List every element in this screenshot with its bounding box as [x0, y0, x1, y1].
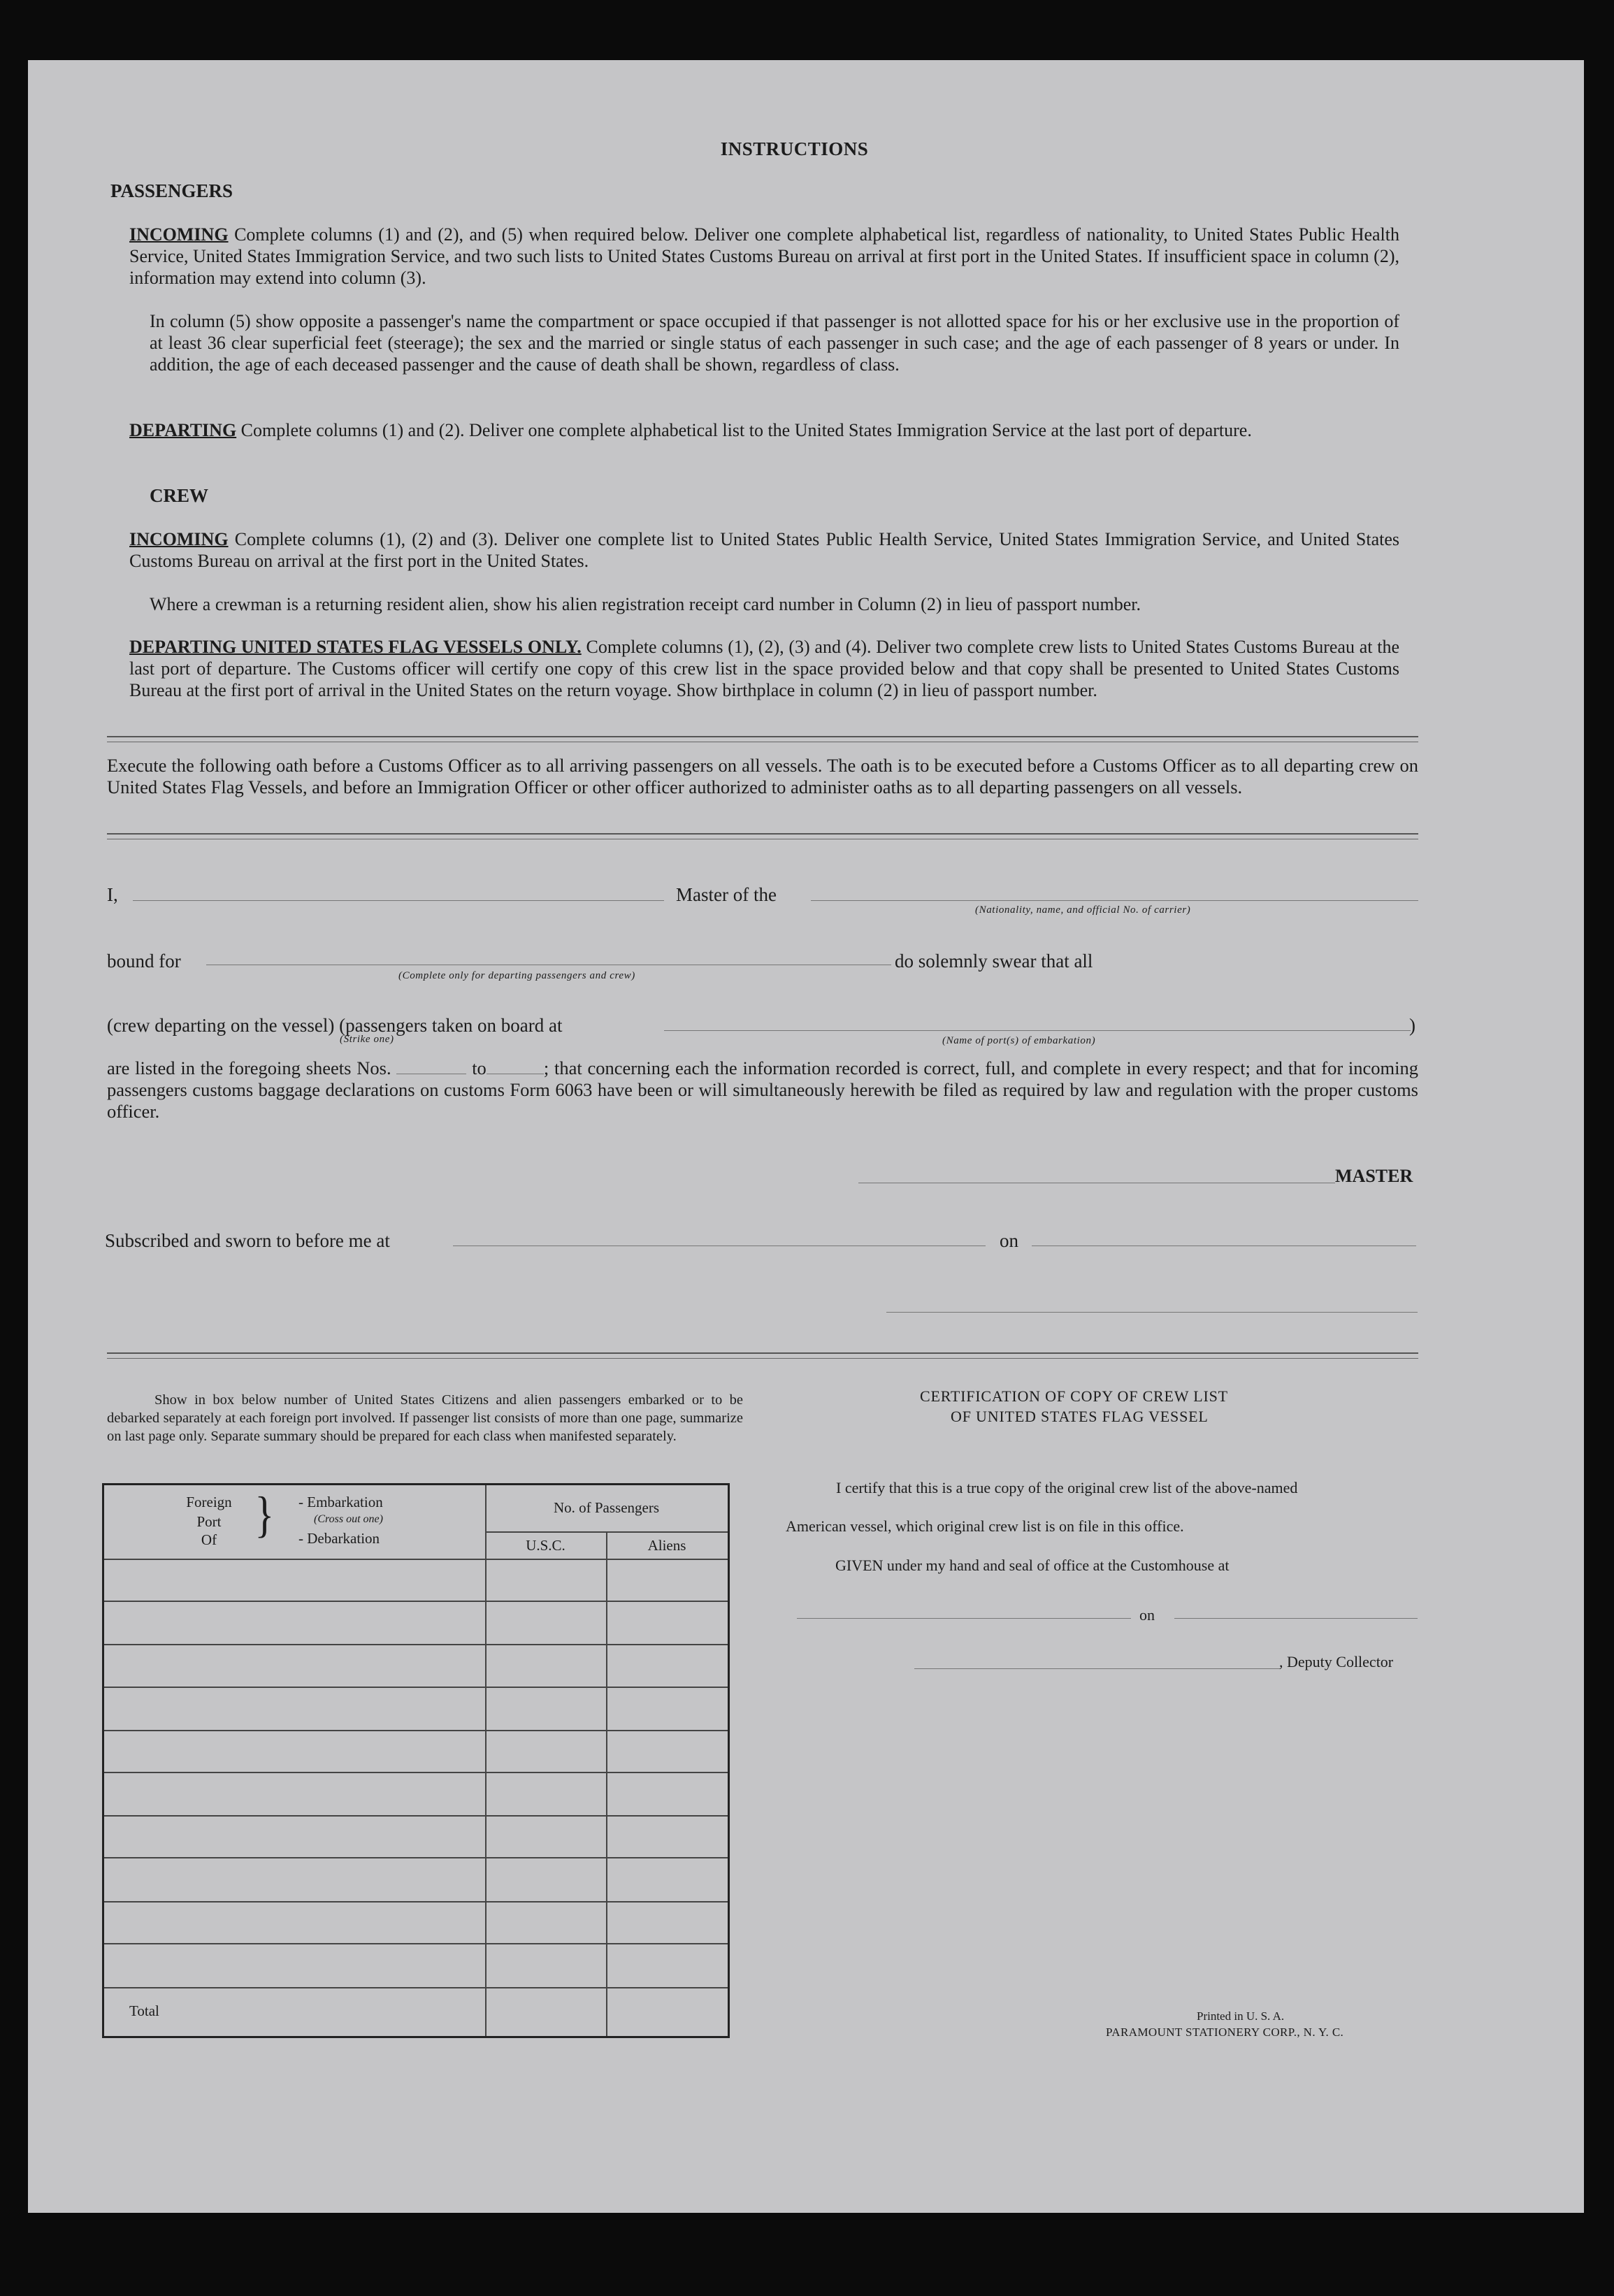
of-label: Of	[201, 1531, 217, 1548]
page-title: INSTRUCTIONS	[720, 138, 869, 159]
crew-incoming-paragraph	[129, 528, 1399, 572]
subscribed-label: Subscribed and sworn to before me at	[105, 1230, 390, 1251]
no-passengers-header: No. of Passengers	[553, 1499, 660, 1516]
table-row	[104, 1559, 728, 1560]
sheets-intro: are listed in the foregoing sheets Nos.	[107, 1057, 391, 1078]
certification-line1: I certify that this is a true copy of the original crew list of the above-named	[836, 1479, 1298, 1496]
customhouse-field[interactable]	[797, 1618, 1131, 1619]
crew-departing-paragraph	[129, 636, 1399, 701]
master-name-field[interactable]	[133, 900, 664, 901]
crew-departing-text: Complete columns (1), (2), (3) and (4). Deliver two complete crew lists to United States Customs Bureau at the last port of departure. The Customs officer will certify one copy of this crew list in the space provided below and that copy shall be presented to United States Customs Bureau at the first port of arrival in the United States on the return voyage. Show birthplace in column (2) in lieu of passport number.	[129, 637, 1400, 700]
table-row	[104, 1687, 728, 1688]
crew-resident-text: Where a crewman is a returning resident alien, show his alien registration receipt card number in Column (2) in lieu of passport number.	[150, 594, 1141, 614]
crew-incoming-label: INCOMING	[129, 529, 229, 549]
bound-for-caption: (Complete only for departing passengers and crew)	[398, 970, 635, 981]
section-divider	[107, 833, 1418, 835]
table-divider	[485, 1485, 487, 2036]
total-label: Total	[129, 2002, 159, 2019]
subscribed-on-label: on	[1000, 1230, 1018, 1251]
table-row	[104, 1644, 728, 1645]
close-paren: )	[1409, 1015, 1415, 1036]
sheets-paragraph	[107, 1057, 1418, 1122]
bound-for-label: bound for	[107, 951, 181, 972]
oath-intro	[107, 755, 1418, 798]
table-row	[104, 1601, 728, 1602]
section-divider	[107, 1358, 1418, 1359]
certification-title-line2: OF UNITED STATES FLAG VESSEL	[951, 1408, 1209, 1425]
certification-date-field[interactable]	[1174, 1618, 1418, 1619]
table-divider	[485, 1531, 728, 1533]
printer-line2: PARAMOUNT STATIONERY CORP., N. Y. C.	[1106, 2026, 1344, 2039]
passengers-column5-paragraph	[150, 310, 1399, 375]
section-divider	[107, 1352, 1418, 1354]
table-divider	[606, 1531, 607, 2036]
passengers-heading: PASSENGERS	[110, 180, 233, 201]
section-divider	[107, 736, 1418, 737]
port-label: Port	[196, 1513, 222, 1530]
foreign-label: Foreign	[186, 1494, 232, 1510]
table-row	[104, 1857, 728, 1858]
brace-icon: }	[254, 1487, 275, 1543]
sheets-text: ; that concerning each the information recorded is correct, full, and complete in every respect; and that for incoming passengers customs baggage declarations on customs Form 6063 have been or will simultaneously herewith be filed as required by law and regulation with the proper customs officer.	[107, 1057, 1419, 1122]
passengers-departing-text: Complete columns (1) and (2). Deliver one complete alphabetical list to the United States Immigration Service at the last port of departure.	[240, 420, 1252, 440]
table-row	[104, 1772, 728, 1773]
deputy-collector-signature-field[interactable]	[914, 1668, 1281, 1669]
crew-heading: CREW	[150, 485, 209, 506]
table-row	[104, 1730, 728, 1731]
crew-departing-label-oath: (crew departing on the vessel) (passengers taken on board at	[107, 1015, 563, 1036]
swear-label: do solemnly swear that all	[895, 951, 1093, 972]
master-of-the-label: Master of the	[676, 884, 777, 905]
oath-i-label: I,	[107, 884, 118, 905]
aliens-header: Aliens	[647, 1537, 686, 1554]
strike-one-caption: (Strike one)	[340, 1034, 394, 1045]
certification-on-label: on	[1139, 1606, 1155, 1624]
passengers-departing-paragraph	[129, 419, 1399, 441]
carrier-caption: (Nationality, name, and official No. of carrier)	[975, 904, 1191, 916]
ports-caption: (Name of port(s) of embarkation)	[942, 1035, 1096, 1046]
carrier-field[interactable]	[811, 900, 1418, 901]
crew-resident-paragraph	[150, 593, 1399, 615]
usc-header: U.S.C.	[526, 1537, 565, 1554]
passengers-incoming-text: Complete columns (1) and (2), and (5) when required below. Deliver one complete alphabetical list, regardless of nationality, to United States Public Health Service, United States Immigration Service, and two such lists to United States Customs Bureau on arrival at first port in the United States. If insufficient space in column (2), information may extend into column (3).	[129, 224, 1399, 288]
table-row	[104, 1943, 728, 1944]
embarkation-ports-field[interactable]	[664, 1030, 1411, 1031]
certification-title-line1: CERTIFICATION OF COPY OF CREW LIST	[920, 1387, 1228, 1405]
passengers-column5-text: In column (5) show opposite a passenger's name the compartment or space occupied if that passenger is not allotted space for his or her exclusive use in the proportion of at least 36 clear superficial feet (steerage); the sex and the married or single status of each passenger in such case; and the age of each passenger of 8 years or under. In addition, the age of each deceased passenger and the cause of death shall be shown, regardless of class.	[150, 311, 1399, 375]
passengers-departing-label: DEPARTING	[129, 420, 237, 440]
crew-departing-label: DEPARTING UNITED STATES FLAG VESSELS ONLY.	[129, 637, 582, 657]
passengers-incoming-label: INCOMING	[129, 224, 229, 245]
passenger-summary-table	[102, 1483, 730, 2038]
deputy-collector-label: , Deputy Collector	[1279, 1653, 1394, 1670]
officer-signature-field[interactable]	[886, 1312, 1418, 1313]
debarkation-label: - Debarkation	[298, 1530, 380, 1547]
sheets-to: to	[472, 1057, 487, 1078]
master-label: MASTER	[1335, 1166, 1413, 1186]
certification-line2: American vessel, which original crew list is on file in this office.	[786, 1517, 1184, 1535]
embarkation-label: - Embarkation	[298, 1494, 383, 1510]
cross-out-label: (Cross out one)	[314, 1513, 383, 1525]
crew-incoming-text: Complete columns (1), (2) and (3). Deliver one complete list to United States Public Health Service, United States Immigration Service, and United States Customs Bureau on arrival at the first port in the United States.	[129, 529, 1400, 571]
summary-note	[107, 1391, 743, 1445]
oath-intro-text: Execute the following oath before a Customs Officer as to all arriving passengers on all vessels. The oath is to be executed before a Customs Officer as to all departing crew on United States Flag Vessels, and before an Immigration Officer or other officer authorized to administer oaths as to all departing passengers on all vessels.	[107, 755, 1418, 797]
printer-line1: Printed in U. S. A.	[1197, 2009, 1285, 2023]
table-row	[104, 1815, 728, 1817]
passengers-incoming-paragraph	[129, 224, 1399, 289]
summary-note-text: Show in box below number of United States Citizens and alien passengers embarked or to be debarked separately at each foreign port involved. If passenger list consists of more than one page, summarize on last page only. Separate summary should be prepared for each class when manifested separately.	[107, 1392, 743, 1444]
certification-line3: GIVEN under my hand and seal of office at the Customhouse at	[835, 1557, 1230, 1574]
table-row	[104, 1901, 728, 1902]
table-row	[104, 1987, 728, 1988]
